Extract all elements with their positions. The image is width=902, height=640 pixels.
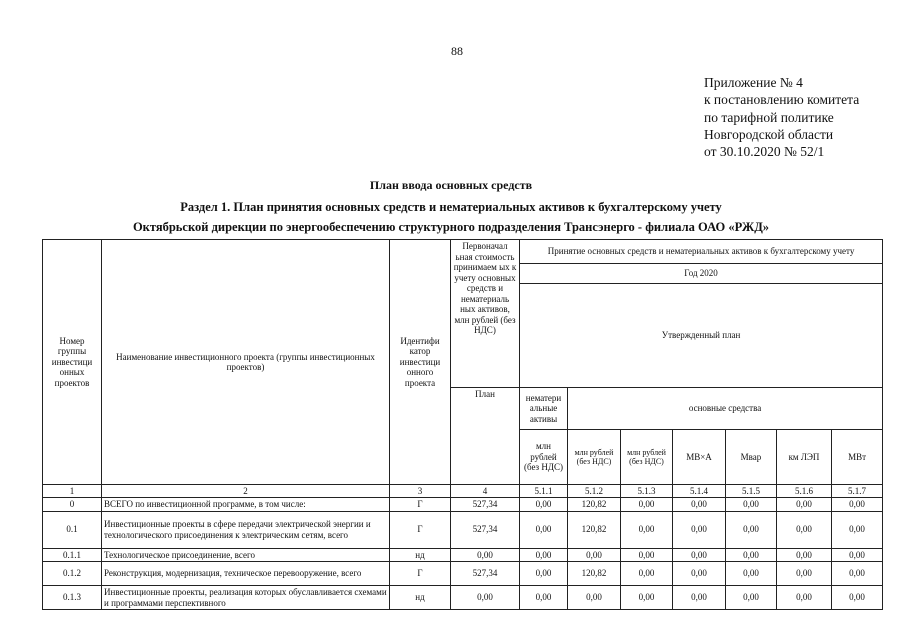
column-number: 4 [451,485,520,498]
header-unit: км ЛЭП [777,430,832,485]
table-cell: 0,00 [726,548,777,562]
table-cell: 120,82 [568,498,621,512]
document-title: План ввода основных средств [369,178,533,192]
table-cell: 0,00 [673,548,726,562]
table-cell: нд [390,586,451,610]
table-cell: 0,00 [520,586,568,610]
appendix-line: по тарифной политике [704,109,834,125]
table-cell: 0,00 [621,562,673,586]
table-cell: 0,00 [520,498,568,512]
column-number: 2 [102,485,390,498]
column-number: 5.1.1 [520,485,568,498]
table-row [43,511,883,548]
organization-title: Октябрьской дирекции по энергообеспечению структурного подразделения Трансэнерго - филиала ОАО «РЖД» [132,220,770,234]
appendix-line: Новгородской области [704,126,834,142]
table-cell: Г [390,498,451,512]
table-cell: 0,00 [832,562,883,586]
header-unit: млн рублей (без НДС) [621,430,673,485]
header-project-name: Наименование инвестиционного проекта (группы инвестиционных проектов) [102,240,390,485]
table-cell: 120,82 [568,511,621,548]
table-cell: 0,00 [520,548,568,562]
table-cell: 0,00 [832,498,883,512]
table-cell: 0.1.2 [43,562,102,586]
table-cell: нд [390,548,451,562]
table-cell: Реконструкция, модернизация, техническое перевооружение, всего [102,562,390,586]
column-number: 3 [390,485,451,498]
table-cell: 0,00 [777,498,832,512]
table-cell: 0,00 [621,586,673,610]
table-cell: Технологическое присоединение, всего [102,548,390,562]
investment-plan-table [42,239,883,610]
header-acceptance: Принятие основных средств и нематериальных активов к бухгалтерскому учету [520,240,883,264]
column-number: 5.1.3 [621,485,673,498]
table-cell: 0.1 [43,511,102,548]
column-number: 5.1.2 [568,485,621,498]
header-unit: млн рублей (без НДС) [568,430,621,485]
table-cell: 0,00 [726,511,777,548]
table-cell: 527,34 [451,498,520,512]
table-cell: 0,00 [726,498,777,512]
section-title: Раздел 1. План принятия основных средств и нематериальных активов к бухгалтерскому учету [180,200,722,214]
table-cell: 527,34 [451,511,520,548]
header-approved-plan: Утвержденный план [520,284,883,388]
column-number: 5.1.4 [673,485,726,498]
table-cell: 0,00 [777,548,832,562]
table-cell: 0,00 [673,511,726,548]
table-cell: 0,00 [777,586,832,610]
page-number: 88 [451,44,463,58]
column-number: 1 [43,485,102,498]
table-cell: 120,82 [568,562,621,586]
table-cell: Инвестиционные проекты в сфере передачи электрической энергии и технологического присоединения к электрическим сетям, всего [102,511,390,548]
table-cell: 0,00 [451,548,520,562]
table-row [43,562,883,586]
table-cell: 0.1.3 [43,586,102,610]
header-identifier: Идентифи катор инвестици онного проекта [390,240,451,485]
table-cell: 0,00 [621,548,673,562]
table-cell: 0,00 [832,548,883,562]
table-cell: 0,00 [673,586,726,610]
table-cell: Г [390,562,451,586]
table-cell: 0,00 [726,562,777,586]
header-unit: Мвар [726,430,777,485]
header-unit: МВ×А [673,430,726,485]
table-cell: 0,00 [673,498,726,512]
table-cell: 0.1.1 [43,548,102,562]
column-number: 5.1.7 [832,485,883,498]
appendix-line: к постановлению комитета [704,92,860,108]
header-group-number: Номер группы инвестици онных проектов [43,240,102,485]
header-initial-cost: Первоначал ьная стоимость принимаем ых к учету основных средств и нематериаль ных активов, млн рублей (без НДС) [451,240,520,388]
header-year: Год 2020 [520,264,883,284]
table-cell: 0,00 [832,586,883,610]
table-cell: 0,00 [673,562,726,586]
table-cell: 0,00 [726,586,777,610]
table-row [43,498,883,512]
header-intangible-assets: нематери альные активы [520,388,568,430]
table-cell: 0,00 [777,511,832,548]
table-cell: 0,00 [451,586,520,610]
table-cell: 0,00 [568,548,621,562]
header-unit: МВт [832,430,883,485]
table-cell: ВСЕГО по инвестиционной программе, в том числе: [102,498,390,512]
column-number: 5.1.6 [777,485,832,498]
table-cell: 0,00 [621,511,673,548]
table-cell: 0,00 [777,562,832,586]
header-unit: млн рублей (без НДС) [520,430,568,485]
table-cell: 527,34 [451,562,520,586]
table-cell: 0,00 [568,586,621,610]
column-number: 5.1.5 [726,485,777,498]
table-row [43,548,883,562]
header-plan: План [451,388,520,485]
table-cell: Г [390,511,451,548]
appendix-line: Приложение № 4 [704,75,803,90]
table-cell: 0,00 [832,511,883,548]
header-fixed-assets: основные средства [568,388,883,430]
table-cell: 0 [43,498,102,512]
table-cell: 0,00 [621,498,673,512]
table-row [43,586,883,610]
appendix-line: от 30.10.2020 № 52/1 [704,144,825,160]
table-cell: Инвестиционные проекты, реализация которых обуславливается схемами и программами перспективного [102,586,390,610]
appendix-note [704,74,859,160]
table-cell: 0,00 [520,511,568,548]
table-cell: 0,00 [520,562,568,586]
